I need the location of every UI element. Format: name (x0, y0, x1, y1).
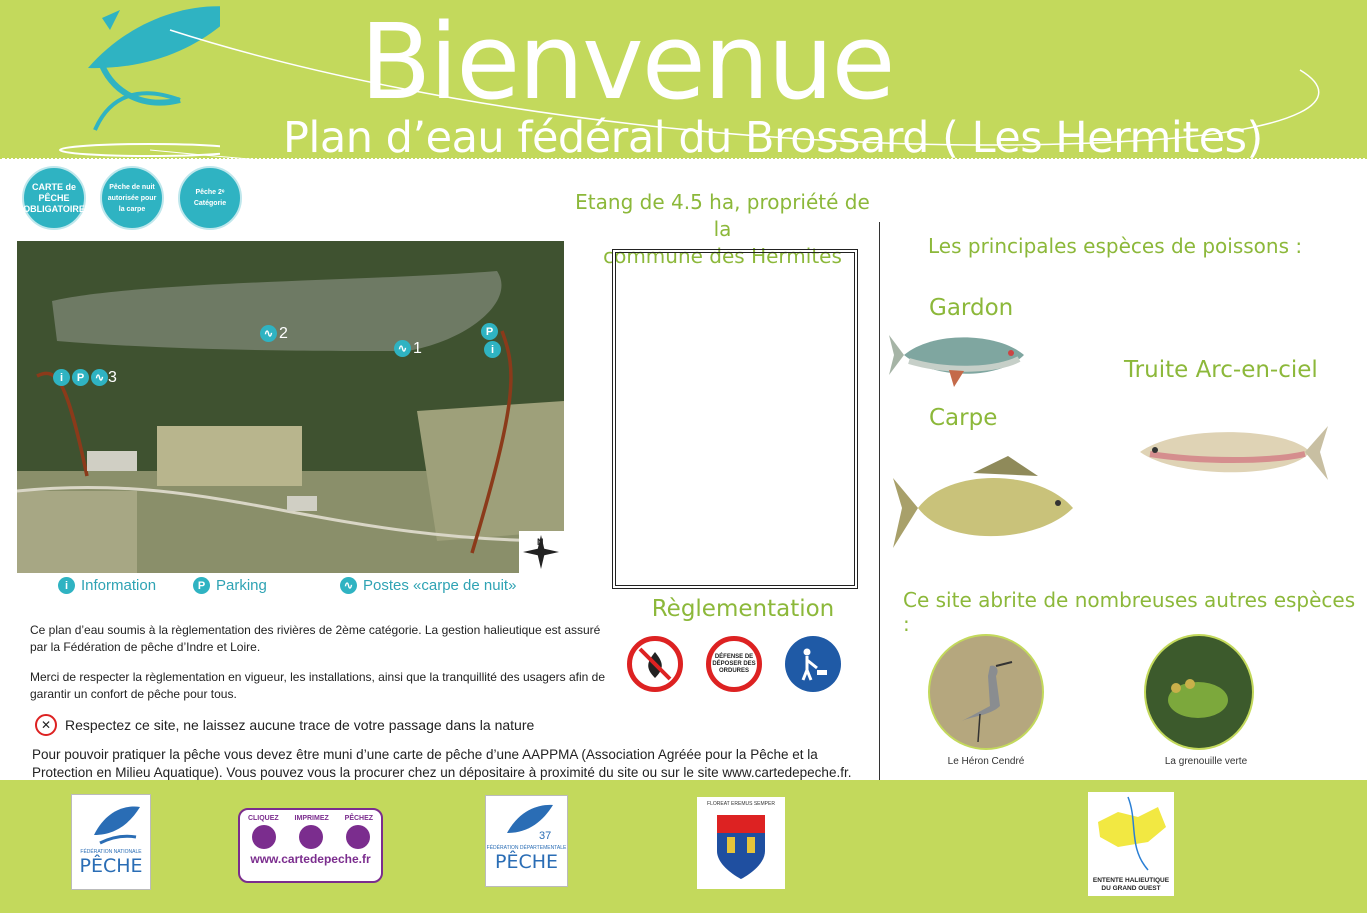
map-parking-icon: P (72, 369, 89, 386)
page-subtitle: Plan d’eau fédéral du Brossard ( Les Hermites) (283, 113, 1263, 163)
no-littering-sign: DÉFENSE DE DÉPOSER DES ORDURES (706, 636, 762, 692)
badge-peche-nuit: Pêche de nuit autorisée pour la carpe (100, 166, 164, 230)
hermites-crest-logo: FLOREAT EREMUS SEMPER (697, 797, 785, 889)
carp-fish-icon (888, 448, 1083, 560)
map-postes-icon: ∿ (260, 325, 277, 342)
aerial-map (17, 241, 564, 573)
legend-postes: ∿ Postes «carpe de nuit» (340, 577, 516, 594)
map-postes-icon: ∿ (91, 369, 108, 386)
legend-parking: P Parking (193, 577, 267, 594)
info-icon: i (58, 577, 75, 594)
click-icon (252, 825, 276, 849)
paragraph-gestion: Ce plan d’eau soumis à la règlementation des rivières de 2ème catégorie. La gestion halieutique est assuré par la Fédération de pêche d’Indre et Loire. (30, 623, 601, 654)
map-marker-2: 2 (279, 325, 288, 342)
paragraph-carte-peche: Pour pouvoir pratiquer la pêche vous devez être muni d’une carte de pêche d’une AAPPMA (Association Agréée pour la Pêche et la Protection en Milieu Aquatique). Vous pouvez vous la procurer chez un dépositaire à proximité du site ou sur le site www.cartedepeche.fr. (32, 747, 852, 780)
respect-site-line: ✕ Respectez ce site, ne laissez aucune trace de votre passage dans la nature (35, 714, 534, 736)
poster-frame (612, 249, 858, 589)
heron-label: Le Héron Cendré (947, 756, 1025, 767)
printer-icon (299, 825, 323, 849)
badge-deuxieme-categorie: Pêche 2ᵉ Catégorie (178, 166, 242, 230)
species-heading: Les principales espèces de poissons : (928, 234, 1303, 258)
map-marker-1: 1 (413, 340, 422, 357)
reglementation-title: Règlementation (651, 596, 835, 622)
roach-fish-icon (889, 325, 1034, 390)
legend-information: i Information (58, 577, 156, 594)
map-info-icon: i (484, 341, 501, 358)
federation-nationale-logo: FÉDÉRATION NATIONALE PÊCHE (71, 794, 151, 890)
parking-icon: P (193, 577, 210, 594)
map-parking-icon: P (481, 323, 498, 340)
rainbow-trout-icon (1120, 408, 1330, 493)
map-postes-icon: ∿ (394, 340, 411, 357)
federation-37-logo: 37 FÉDÉRATION DÉPARTEMENTALE PÊCHE (485, 795, 568, 887)
dog-leash-icon (785, 636, 841, 692)
page-title: Bienvenue (360, 1, 894, 123)
cartedepeche-logo[interactable]: CLIQUEZ IMPRIMEZ PÊCHEZ www.cartedepeche.fr (238, 808, 383, 883)
entente-halieutique-logo: ENTENTE HALIEUTIQUE DU GRAND OUEST (1088, 792, 1174, 896)
species-gardon-label: Gardon (929, 295, 1014, 321)
map-info-icon: i (53, 369, 70, 386)
carp-night-icon: ∿ (340, 577, 357, 594)
species-truite-label: Truite Arc-en-ciel (1124, 357, 1318, 383)
pond-description: Etang de 4.5 ha, propriété de la commune des Hermites (575, 190, 870, 268)
frog-label: La grenouille verte (1164, 756, 1248, 767)
fish-icon (346, 825, 370, 849)
badge-carte-obligatoire: CARTE de PÊCHE OBLIGATOIRE (22, 166, 86, 230)
paragraph-respect-reglementation: Merci de respecter la règlementation en vigueur, les installations, ainsi que la tranquillité des usagers afin de garantir un confort de pêche pour tous. (30, 670, 605, 701)
map-marker-3: 3 (108, 369, 117, 386)
compass-label: N (537, 537, 544, 547)
frog-photo (1144, 634, 1254, 750)
no-litter-icon: ✕ (35, 714, 57, 736)
no-fire-icon (627, 636, 683, 692)
others-heading: Ce site abrite de nombreuses autres espèces : (903, 588, 1356, 636)
svg-text:37: 37 (538, 830, 551, 842)
heron-photo (928, 634, 1044, 750)
species-carpe-label: Carpe (929, 405, 998, 431)
